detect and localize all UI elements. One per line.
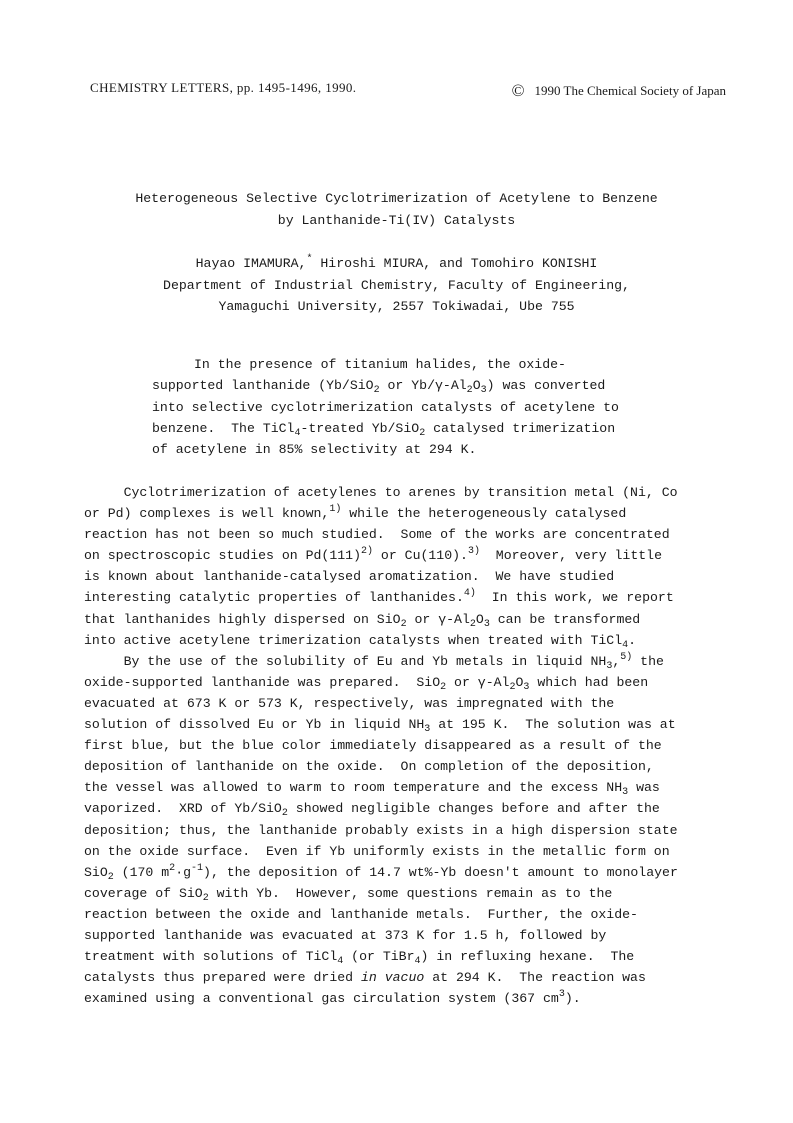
text: or Pd) complexes is well known, — [84, 506, 330, 522]
text: interesting catalytic properties of lanthanides. — [84, 590, 464, 606]
text: In the presence of titanium halides, the oxide- — [194, 357, 566, 372]
text: ). — [564, 991, 581, 1007]
text: deposition of lanthanide on the oxide. On completion of the deposition, — [84, 759, 654, 775]
subscript: 3 — [523, 681, 530, 693]
body-line — [84, 798, 724, 819]
subscript: 3 — [483, 618, 490, 630]
text: ) was converted — [486, 378, 606, 394]
author-2-3: Hiroshi MIURA, and Tomohiro KONISHI — [312, 256, 598, 271]
body-line — [84, 841, 724, 862]
body-line — [84, 524, 724, 545]
text: , — [612, 653, 621, 669]
text: Cyclotrimerization of acetylenes to arenes by transition metal (Ni, Co — [84, 485, 678, 500]
text: or Cu(110). — [373, 548, 468, 564]
text: on spectroscopic studies on Pd(111) — [84, 548, 361, 564]
reference-mark: 3) — [467, 546, 480, 558]
text: benzene. The TiCl — [152, 420, 295, 436]
text: into selective cyclotrimerization catalysts of acetylene to — [152, 399, 619, 415]
italic-term: in vacuo — [360, 970, 425, 986]
reference-mark: 2) — [360, 546, 373, 558]
text: coverage of SiO — [84, 885, 203, 901]
text: showed negligible changes before and after the — [287, 801, 660, 817]
body-line — [84, 925, 724, 946]
text: treatment with solutions of TiCl — [84, 949, 338, 965]
text: of acetylene in 85% selectivity at 294 K. — [152, 442, 477, 458]
reference-mark: 4) — [463, 588, 476, 600]
text: was — [628, 780, 660, 796]
corresponding-author-mark: * — [306, 254, 313, 265]
abstract-line — [152, 418, 662, 439]
superscript: 2 — [169, 862, 176, 874]
body-line — [84, 777, 724, 798]
body-line — [84, 651, 724, 672]
abstract-line — [152, 397, 662, 418]
text: O — [515, 674, 524, 690]
abstract-line — [152, 439, 662, 460]
text: deposition; thus, the lanthanide probably exists in a high dispersion state — [84, 822, 678, 838]
body-line — [84, 988, 724, 1009]
subscript: 2 — [400, 618, 407, 630]
author-names — [0, 253, 793, 275]
body-line — [84, 587, 724, 608]
subscript: 4 — [337, 956, 344, 968]
text: at 294 K. The reaction was — [424, 970, 646, 986]
journal-citation: CHEMISTRY LETTERS, pp. 1495-1496, 1990. — [90, 80, 357, 95]
subscript: 4 — [622, 639, 629, 651]
abstract — [152, 354, 662, 460]
affiliation-line-2: Yamaguchi University, 2557 Tokiwadai, Ube 755 — [218, 299, 575, 314]
text: the — [632, 653, 664, 669]
reference-mark: 1) — [329, 504, 342, 516]
body-line — [84, 714, 724, 735]
copyright-symbol: © — [511, 81, 525, 100]
text: can be transformed — [489, 611, 641, 627]
subscript: 2 — [509, 681, 516, 693]
text: catalysts thus prepared were dried — [84, 970, 361, 986]
text: SiO — [84, 864, 108, 880]
text: ), the deposition of 14.7 wt%-Yb doesn't amount to monolayer — [203, 864, 678, 880]
copyright-text: 1990 The Chemical Society of Japan — [534, 83, 726, 98]
body-line — [84, 609, 724, 630]
body-line — [84, 693, 724, 714]
text: or Yb/γ-Al — [379, 378, 467, 394]
body-line — [84, 630, 724, 651]
subscript: 4 — [294, 427, 301, 439]
text: examined using a conventional gas circulation system (367 cm — [84, 991, 559, 1007]
running-header — [90, 80, 726, 100]
reference-mark: 5) — [620, 651, 633, 663]
text: that lanthanides highly dispersed on SiO — [84, 611, 401, 627]
subscript: 2 — [469, 618, 476, 630]
body-line — [84, 482, 724, 503]
text: with Yb. However, some questions remain as to the — [208, 885, 613, 901]
article-title — [0, 188, 793, 231]
body-line — [84, 672, 724, 693]
text: supported lanthanide (Yb/SiO — [152, 378, 374, 394]
text: into active acetylene trimerization catalysts when treated with TiCl — [84, 632, 623, 648]
affiliation-line-1: Department of Industrial Chemistry, Faculty of Engineering, — [163, 277, 630, 293]
superscript: -1 — [191, 862, 204, 874]
body-line — [84, 883, 724, 904]
body-line — [84, 946, 724, 967]
text: By the use of the solubility of Eu and Yb metals in liquid NH — [84, 653, 607, 669]
subscript: 2 — [373, 385, 380, 397]
text: while the heterogeneously catalysed — [341, 506, 627, 522]
text: (or TiBr — [343, 949, 415, 965]
abstract-line — [152, 375, 662, 396]
text: evacuated at 673 K or 573 K, respectively, was impregnated with the — [84, 695, 615, 711]
author-1: Hayao IMAMURA, — [195, 256, 307, 271]
body-line — [84, 967, 724, 988]
body-line — [84, 503, 724, 524]
text: which had been — [529, 674, 649, 690]
body-line — [84, 756, 724, 777]
subscript: 3 — [606, 660, 613, 672]
body-line — [84, 735, 724, 756]
text: O — [475, 611, 484, 627]
text: ) in refluxing hexane. The — [420, 949, 635, 965]
text: first blue, but the blue color immediately disappeared as a result of the — [84, 738, 662, 754]
text: (170 m — [113, 864, 170, 880]
superscript: 3 — [558, 989, 565, 1001]
body-text — [84, 482, 724, 1009]
subscript: 2 — [281, 808, 288, 820]
subscript: 2 — [202, 892, 209, 904]
subscript: 3 — [424, 724, 431, 736]
abstract-line — [152, 354, 662, 375]
title-line-1: Heterogeneous Selective Cyclotrimerization of Acetylene to Benzene — [135, 191, 658, 206]
text: vaporized. XRD of Yb/SiO — [84, 801, 282, 817]
body-line — [84, 545, 724, 566]
title-line-2: by Lanthanide-Ti(IV) Catalysts — [277, 212, 516, 228]
subscript: 3 — [480, 385, 487, 397]
subscript: 2 — [440, 681, 447, 693]
text: ·g — [175, 864, 192, 880]
subscript: 2 — [466, 385, 473, 397]
subscript: 2 — [419, 427, 426, 439]
text: solution of dissolved Eu or Yb in liquid NH — [84, 717, 425, 733]
subscript: 2 — [107, 871, 114, 883]
body-line — [84, 566, 724, 587]
author-block — [0, 253, 793, 318]
text: the vessel was allowed to warm to room temperature and the excess NH — [84, 780, 623, 796]
text: O — [472, 378, 481, 394]
body-line — [84, 904, 724, 925]
text: In this work, we report — [475, 590, 674, 606]
text: oxide-supported lanthanide was prepared. SiO — [84, 674, 441, 690]
text: reaction has not been so much studied. Some of the works are concentrated — [84, 527, 670, 543]
text: Moreover, very little — [479, 548, 663, 564]
text: -treated Yb/SiO — [300, 420, 420, 436]
body-line — [84, 820, 724, 841]
text: supported lanthanide was evacuated at 373 K for 1.5 h, followed by — [84, 927, 607, 943]
text: on the oxide surface. Even if Yb uniformly exists in the metallic form on — [84, 843, 670, 859]
text: reaction between the oxide and lanthanide metals. Further, the oxide- — [84, 906, 638, 922]
copyright-notice — [512, 80, 726, 100]
text: or γ-Al — [406, 611, 470, 627]
text: . — [628, 632, 637, 648]
text: catalysed trimerization — [425, 420, 616, 436]
text: at 195 K. The solution was at — [430, 717, 676, 733]
text: is known about lanthanide-catalysed aromatization. We have studied — [84, 569, 615, 585]
subscript: 4 — [414, 956, 421, 968]
subscript: 3 — [622, 787, 629, 799]
body-line — [84, 862, 724, 883]
text: or γ-Al — [446, 674, 510, 690]
